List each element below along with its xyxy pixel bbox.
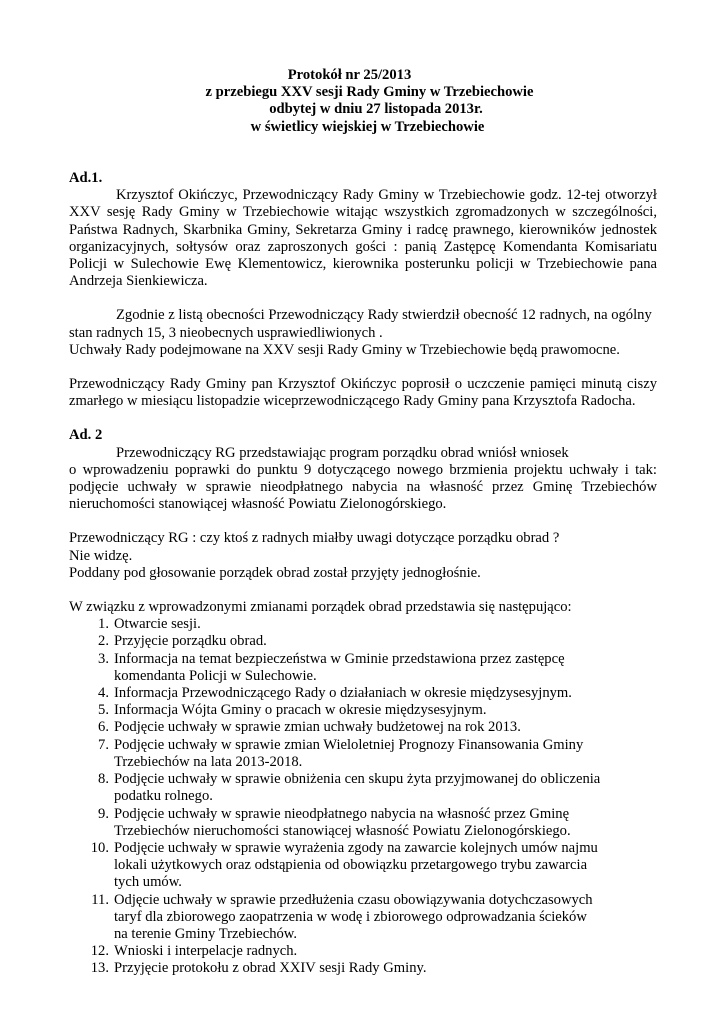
agenda-item — [69, 960, 657, 977]
agenda-list — [69, 616, 657, 977]
agenda-item — [69, 943, 657, 960]
ad2-answer: Nie widzę. — [69, 547, 133, 564]
agenda-item-text: Przyjęcie protokołu z obrad XXIV sesji Rady Gminy. — [114, 960, 427, 977]
agenda-item-text: Wnioski i interpelacje radnych. — [114, 943, 298, 960]
document-body — [69, 170, 657, 978]
agenda-item-number: 10. — [90, 839, 109, 856]
agenda-item — [69, 892, 657, 944]
agenda-item — [69, 806, 657, 840]
ad1-validity-paragraph: Uchwały Rady podejmowane na XXV sesji Rady Gminy w Trzebiechowie będą prawomocne. — [69, 341, 620, 358]
agenda-item-number: 13. — [90, 960, 109, 977]
agenda-item-text: Informacja Wójta Gminy o pracach w okresie międzysesyjnym. — [114, 702, 487, 719]
agenda-item-number: 2. — [98, 633, 109, 650]
ad2-vote-result: Poddany pod głosowanie porządek obrad został przyjęty jednogłośnie. — [69, 564, 481, 581]
agenda-item — [69, 702, 657, 719]
agenda-item — [69, 719, 657, 736]
ad2-heading: Ad. 2 — [69, 427, 103, 444]
agenda-item-text: Przyjęcie porządku obrad. — [114, 633, 267, 650]
agenda-item-number: 5. — [98, 702, 109, 719]
agenda-item-number: 6. — [98, 719, 109, 736]
agenda-item-number: 9. — [98, 805, 109, 822]
agenda-intro: W związku z wprowadzonymi zmianami porządek obrad przedstawia się następująco: — [69, 599, 572, 616]
protocol-number: Protokół nr 25/2013 — [287, 67, 412, 83]
agenda-item — [69, 685, 657, 702]
ad1-opening-paragraph: Krzysztof Okińczyc, Przewodniczący Rady Gminy w Trzebiechowie godz. 12-tej otworzył XXV sesję Rady Gminy w Trzebiechowie witając wszystkich zgromadzonych w szczególności, Państwa Radnych, Skarbnika Gminy, Sekretarza Gminy i radcę prawnego, kierowników jednostek organizacyjnych, sołtysów oraz zaproszonych gości : panią Zastępcę Komendanta Komisariatu Policji w Sulechowie Ewę Klementowicz, kierownika posterunku policji w Trzebiechowie pana Andrzeja Sienkiewicza. — [69, 187, 657, 290]
agenda-item-number: 4. — [98, 685, 109, 702]
agenda-item-text: Podjęcie uchwały w sprawie wyrażenia zgody na zawarcie kolejnych umów najmu lokali użytkowych oraz odstąpienia od obowiązku przetargowego trybu zawarcia tych umów. — [114, 839, 598, 891]
agenda-item — [69, 616, 657, 633]
agenda-item-text: Podjęcie uchwały w sprawie obniżenia cen skupu żyta przyjmowanej do obliczenia podatku rolnego. — [114, 771, 601, 805]
agenda-item-number: 11. — [91, 891, 109, 908]
agenda-item-number: 7. — [98, 736, 109, 753]
agenda-item — [69, 633, 657, 650]
session-title: z przebiegu XXV sesji Rady Gminy w Trzebiechowie — [205, 84, 534, 101]
agenda-item-text: Odjęcie uchwały w sprawie przedłużenia czasu obowiązywania dotychczasowych taryf dla zbiorowego zaopatrzenia w wodę i zbiorowego odprowadzania ścieków na terenie Gminy Trzebiechów. — [114, 891, 593, 942]
agenda-item-text: Podjęcie uchwały w sprawie nieodpłatnego nabycia na własność przez Gminę Trzebiechów nieruchomości stanowiącej własność Powiatu Zielonogórskiego. — [114, 805, 571, 839]
ad2-question: Przewodniczący RG : czy ktoś z radnych miałby uwagi dotyczące porządku obrad ? — [69, 530, 560, 547]
agenda-item — [69, 737, 657, 771]
ad1-attendance-paragraph: Zgodnie z listą obecności Przewodniczący Rady stwierdził obecność 12 radnych, na ogólny stan radnych 15, 3 nieobecnych usprawiedliwionych . — [69, 307, 652, 341]
agenda-item-text: Informacja Przewodniczącego Rady o działaniach w okresie międzysesyjnym. — [114, 685, 572, 702]
agenda-item — [69, 840, 657, 892]
agenda-item-text: Podjęcie uchwały w sprawie zmian Wieloletniej Prognozy Finansowania Gminy Trzebiechów na lata 2013-2018. — [114, 736, 584, 770]
agenda-item — [69, 771, 657, 805]
document-header — [0, 67, 725, 136]
agenda-item-number: 8. — [98, 771, 109, 788]
agenda-item-text: Otwarcie sesji. — [114, 616, 201, 633]
ad1-minute-silence-paragraph: Przewodniczący Rady Gminy pan Krzysztof Okińczyc poprosił o uczczenie pamięci minutą ciszy zmarłego w miesiącu listopadzie wiceprzewodniczącego Rady Gminy pana Krzysztofa Radocha. — [69, 376, 657, 410]
agenda-item-number: 12. — [90, 943, 109, 960]
ad1-heading: Ad.1. — [69, 170, 103, 186]
agenda-item-text: Podjęcie uchwały w sprawie zmian uchwały budżetowej na rok 2013. — [114, 719, 521, 736]
agenda-item — [69, 651, 657, 685]
agenda-item-number: 1. — [98, 616, 109, 633]
session-date: odbytej w dniu 27 listopada 2013r. — [269, 101, 483, 118]
session-location: w świetlicy wiejskiej w Trzebiechowie — [250, 118, 485, 135]
agenda-item-number: 3. — [98, 650, 109, 667]
agenda-item-text: Informacja na temat bezpieczeństwa w Gminie przedstawiona przez zastępcę komendanta Policji w Sulechowie. — [114, 650, 565, 684]
ad2-motion-paragraph: o wprowadzeniu poprawki do punktu 9 dotyczącego nowego brzmienia projektu uchwały i tak: podjęcie uchwały w sprawie nieodpłatnego nabycia na własność przez Gminę Trzebiechów nieruchomości stanowiącej własność Powiatu Zielonogórskiego. — [69, 461, 657, 513]
ad2-motion-first-line: Przewodniczący RG przedstawiając program porządku obrad wniósł wniosek — [116, 444, 569, 461]
